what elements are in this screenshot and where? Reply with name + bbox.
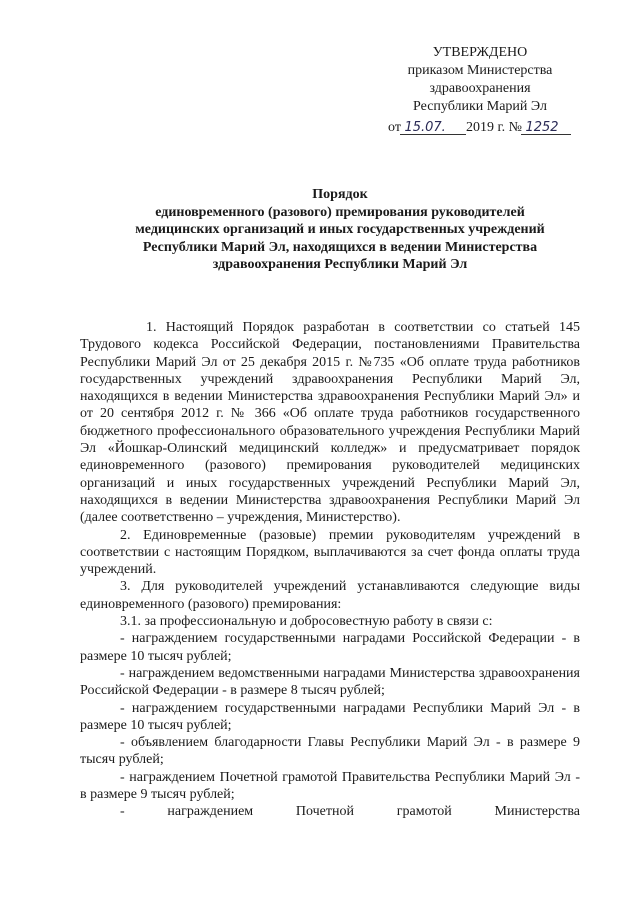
order-year: 2019 г. № — [465, 120, 522, 135]
handwritten-date: 15.07. — [404, 119, 462, 137]
title-line: единовременного (разового) премирования руководителей — [155, 204, 525, 220]
list-item: - награждением Почетной грамотой Министерства — [120, 804, 580, 820]
list-item: - объявлением благодарности Главы Республики Марий Эл - в размере 9 тысяч рублей; — [80, 735, 580, 768]
order-date-line — [388, 119, 588, 137]
title-line: Порядок — [312, 187, 368, 202]
approval-line: Республики Марий Эл — [413, 99, 547, 114]
list-item: - награждением Почетной грамотой Правительства Республики Марий Эл - в размере 9 тысяч рублей; — [80, 769, 580, 803]
approved-heading: УТВЕРЖДЕНО — [432, 45, 528, 60]
document-title — [100, 186, 580, 274]
paragraph-3: 3. Для руководителей учреждений устанавливаются следующие виды единовременного (разового) премирования: — [80, 579, 580, 612]
list-item: - награждением государственными наградами Республики Марий Эл - в размере 10 тысяч рублей; — [80, 700, 580, 733]
paragraph-2: 2. Единовременные (разовые) премии руководителям учреждений в соответствии с настоящим Порядком, выплачиваются за счет фонда оплаты труда учреждений. — [80, 527, 580, 578]
approval-stamp — [380, 44, 580, 135]
title-line: Республики Марий Эл, находящихся в ведении Министерства — [142, 239, 538, 255]
approval-line: приказом Министерства — [407, 63, 553, 78]
paragraph-1: 1. Настоящий Порядок разработан в соответствии со статьей 145 Трудового кодекса Российской Федерации, постановлениями Правительства Республики Марий Эл от 25 декабря 2015 г. №735 «Об оплате труда работников государственных учреждений здравоохранения Республики Марий Эл, находящихся в ведении Министерства здравоохранения Республики Марий Эл» и от 20 сентября 2012 г. № 366 «Об оплате труда работников государственного бюджетного профессионального образовательного учреждения Республики Марий Эл «Йошкар-Олинский медицинский колледж» и предусматривает порядок единовременного (разового) премирования руководителей медицинских организаций и иных государственных учреждений Республики Марий Эл, находящихся в ведении Министерства здравоохранения Республики Марий Эл (далее соответственно – учреждения, Министерство). — [80, 320, 580, 526]
approval-line: здравоохранения — [429, 81, 531, 96]
handwritten-number: 1252 — [525, 119, 567, 137]
list-item: - награждением государственными наградами Российской Федерации - в размере 10 тысяч рублей; — [80, 631, 580, 664]
date-prefix: от — [388, 120, 401, 135]
paragraph-3-1: 3.1. за профессиональную и добросовестную работу в связи с: — [120, 614, 493, 630]
list-item: - награждением ведомственными наградами Министерства здравоохранения Российской Федерации - в размере 8 тысяч рублей; — [80, 665, 580, 699]
document-body — [80, 319, 580, 821]
title-line: медицинских организаций и иных государственных учреждений — [135, 222, 545, 237]
title-line: здравоохранения Республики Марий Эл — [212, 257, 468, 272]
